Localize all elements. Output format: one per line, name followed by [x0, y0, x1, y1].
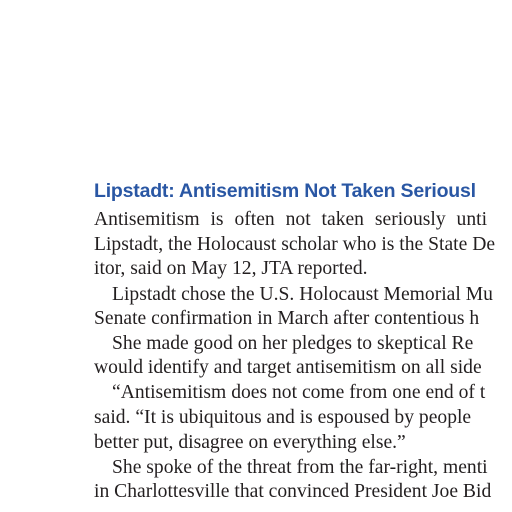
body-line-4: Lipstadt chose the U.S. Holocaust Memorial Mu [112, 284, 493, 305]
body-line-12: in Charlottesville that convinced President Joe Bid [94, 481, 492, 502]
body-line-5: Senate confirmation in March after contentious h [94, 308, 480, 329]
body-line-6: She made good on her pledges to skeptical Re [112, 333, 474, 354]
body-line-9: said. “It is ubiquitous and is espoused by people [94, 407, 472, 428]
body-line-8: “Antisemitism does not come from one end of t [112, 382, 486, 403]
body-line-3: itor, said on May 12, JTA reported. [94, 258, 368, 279]
body-line-10: better put, disagree on everything else.” [94, 432, 406, 453]
body-line-1: Antisemitism is often not taken seriously unti [94, 209, 488, 230]
article-headline: Lipstadt: Antisemitism Not Taken Seriousl [94, 180, 476, 202]
body-line-2: Lipstadt, the Holocaust scholar who is the State De [94, 234, 496, 255]
body-line-11: She spoke of the threat from the far-right, menti [112, 457, 488, 478]
body-line-7: would identify and target antisemitism on all side [94, 357, 482, 378]
